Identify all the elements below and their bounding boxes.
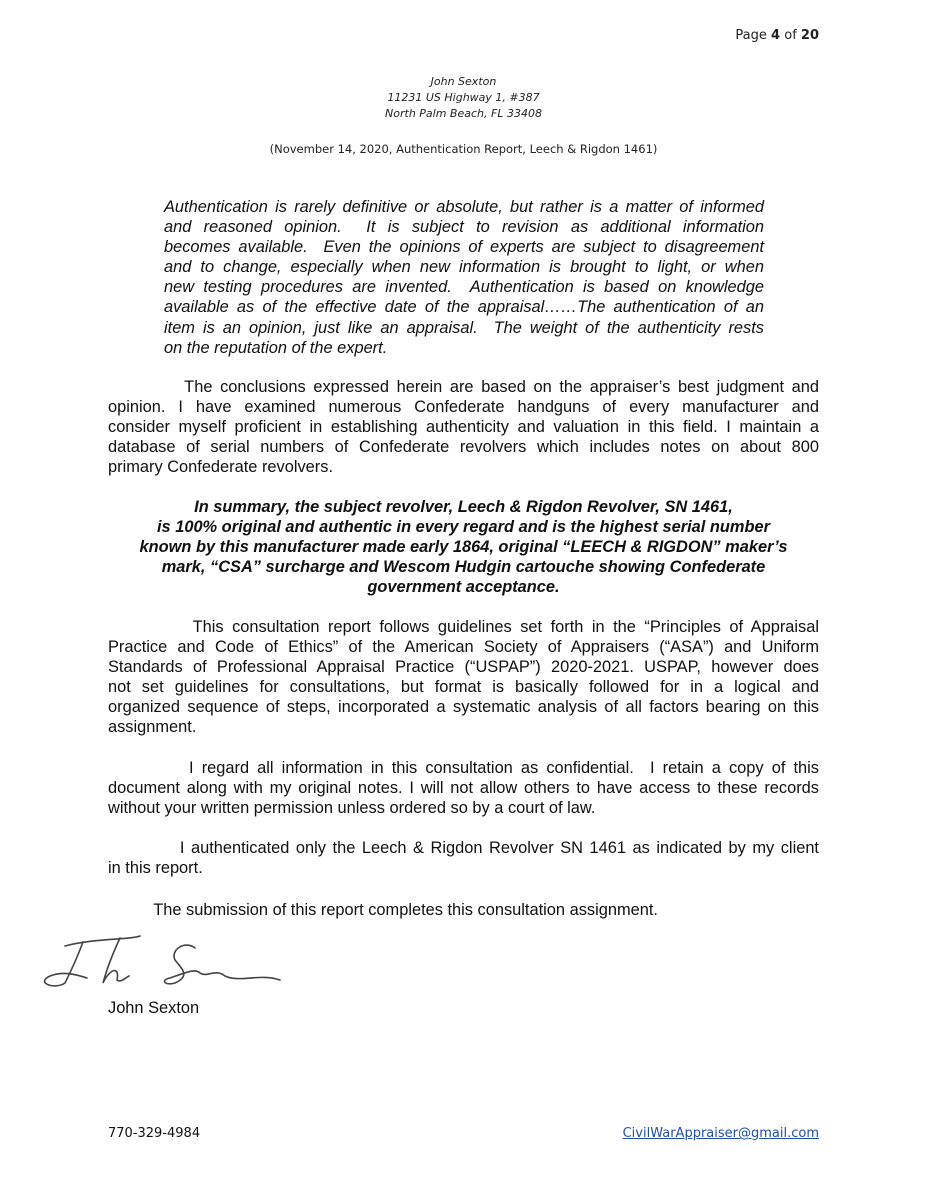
text-line: not set guidelines for consultations, but format is basically followed for in a logical and — [108, 678, 819, 697]
page-label: Page — [735, 28, 767, 43]
text-line: item is an opinion, just like an appraisal. The weight of the authenticity rests — [164, 318, 764, 337]
letterhead-name: John Sexton — [430, 75, 497, 88]
text-line: I regard all information in this consultation as confidential. I retain a copy of this — [108, 759, 819, 777]
letterhead-address1: 11231 US Highway 1, #387 — [387, 91, 540, 104]
text-line: without your written permission unless ordered so by a court of law. — [108, 799, 596, 818]
page-of: of — [784, 28, 797, 43]
paragraph-confidentiality — [108, 758, 819, 818]
signature-image — [25, 928, 295, 998]
letterhead-address2: North Palm Beach, FL 33408 — [385, 107, 542, 120]
report-subtitle: (November 14, 2020, Authentication Report, Leech & Rigdon 1461) — [269, 142, 658, 156]
page-number — [735, 28, 819, 43]
text-line: The conclusions expressed herein are based on the appraiser’s best judgment and — [108, 378, 819, 396]
page-total: 20 — [800, 28, 819, 43]
text-line: Authentication is rarely definitive or absolute, but rather is a matter of informed — [164, 198, 764, 216]
text-line: The submission of this report completes this consultation assignment. — [108, 901, 658, 919]
footer-phone: 770-329-4984 — [108, 1126, 201, 1141]
paragraph-completion — [108, 900, 819, 920]
paragraph-guidelines — [108, 617, 819, 738]
text-line: document along with my original notes. I will not allow others to have access to these records — [108, 779, 819, 798]
text-line: Practice and Code of Ethics” of the American Society of Appraisers (“ASA”) and Uniform — [108, 638, 819, 657]
quote-block — [164, 197, 764, 358]
text-line: new testing procedures are invented. Authentication is based on knowledge — [164, 278, 764, 297]
text-line: consider myself proficient in establishing authenticity and valuation in this field. I maintain a — [108, 418, 819, 437]
text-line: opinion. I have examined numerous Confederate handguns of every manufacturer and — [108, 398, 819, 417]
text-line: becomes available. Even the opinions of experts are subject to disagreement — [164, 238, 764, 257]
letterhead — [0, 74, 927, 122]
text-line: mark, “CSA” surcharge and Wescom Hudgin cartouche showing Confederate — [161, 558, 766, 577]
text-line: and to change, especially when new information is brought to light, or when — [164, 258, 764, 277]
text-line: and reasoned opinion. It is subject to revision as additional information — [164, 218, 764, 237]
paragraph-scope — [108, 838, 819, 878]
text-line: primary Confederate revolvers. — [108, 458, 334, 477]
paragraph-qualifications — [108, 377, 819, 477]
text-line: Standards of Professional Appraisal Practice (“USPAP”) 2020-2021. USPAP, however does — [108, 658, 819, 677]
text-line: available as of the effective date of the appraisal……The authentication of an — [164, 298, 764, 317]
signer-name: John Sexton — [108, 999, 200, 1017]
text-line: known by this manufacturer made early 1864, original “LEECH & RIGDON” maker’s — [139, 538, 788, 557]
text-line: is 100% original and authentic in every regard and is the highest serial number — [156, 518, 770, 537]
text-line: government acceptance. — [367, 578, 560, 597]
text-line: organized sequence of steps, incorporated a systematic analysis of all factors bearing on this — [108, 698, 819, 717]
text-line: assignment. — [108, 718, 197, 737]
text-line: on the reputation of the expert. — [164, 338, 388, 357]
page-current: 4 — [771, 28, 781, 43]
text-line: In summary, the subject revolver, Leech & Rigdon Revolver, SN 1461, — [194, 498, 733, 516]
text-line: in this report. — [108, 859, 203, 878]
footer-email-link[interactable]: CivilWarAppraiser@gmail.com — [622, 1126, 819, 1141]
text-line: This consultation report follows guidelines set forth in the “Principles of Appraisal — [108, 618, 819, 636]
summary-paragraph — [108, 497, 819, 597]
text-line: I authenticated only the Leech & Rigdon Revolver SN 1461 as indicated by my client — [108, 839, 819, 857]
text-line: database of serial numbers of Confederate revolvers which includes notes on about 800 — [108, 438, 819, 457]
